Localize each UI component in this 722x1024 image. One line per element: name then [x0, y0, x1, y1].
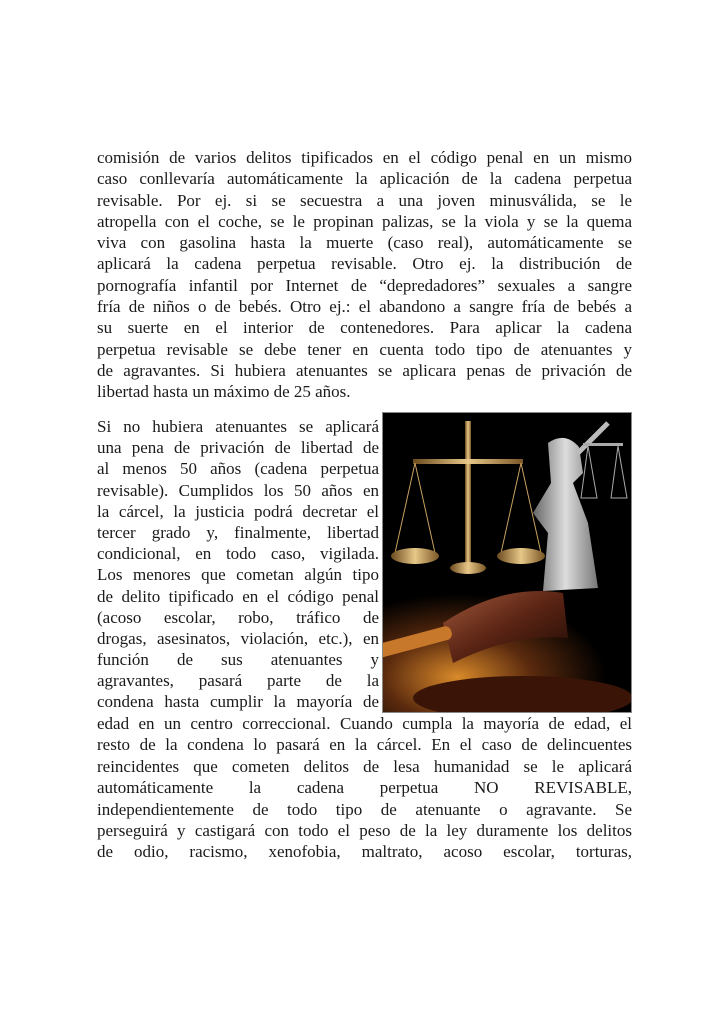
text-line: perseguirá y castigará con todo el peso de la ley duramente los delitos	[97, 820, 632, 840]
text-line: automáticamente la cadena perpetua NO REVISABLE,	[97, 778, 632, 798]
text-line: perpetua revisable se debe tener en cuenta todo tipo de atenuantes y	[97, 339, 632, 359]
paragraph-2-continued	[97, 713, 632, 863]
text-line: edad en un centro correccional. Cuando cumpla la mayoría de edad, el	[97, 714, 632, 733]
text-line: libertad hasta un máximo de 25 años.	[97, 382, 351, 402]
text-line: resto de la condena lo pasará en la cárcel. En el caso de delincuentes	[97, 735, 632, 755]
text-line: reincidentes que cometen delitos de lesa humanidad se le aplicará	[97, 756, 632, 776]
text-line: (acoso escolar, robo, tráfico de	[97, 607, 379, 627]
text-line: de odio, racismo, xenofobia, maltrato, acoso escolar, torturas,	[97, 842, 632, 862]
text-line: revisable. Por ej. si se secuestra a una joven minusválida, se le	[97, 190, 632, 210]
text-line: revisable). Cumplidos los 50 años en	[97, 480, 379, 500]
text-line: agravantes, pasará parte de la	[97, 671, 379, 691]
paragraph-1	[97, 147, 632, 403]
text-line: fría de niños o de bebés. Otro ej.: el abandono a sangre fría de bebés a	[97, 297, 632, 317]
paragraph-2-wrapped	[97, 416, 379, 713]
text-line: atropella con el coche, se le propinan palizas, se la viola y se la quema	[97, 211, 632, 231]
text-line: condena hasta cumplir la mayoría de	[97, 692, 379, 712]
text-line: aplicará la cadena perpetua revisable. Otro ej. la distribución de	[97, 254, 632, 274]
text-line: drogas, asesinatos, violación, etc.), en	[97, 628, 379, 648]
text-line: al menos 50 años (cadena perpetua	[97, 459, 379, 479]
justice-scales-gavel-image	[382, 412, 632, 713]
text-line: tercer grado y, finalmente, libertad	[97, 522, 379, 542]
text-line: independientemente de todo tipo de atenuante o agravante. Se	[97, 799, 632, 819]
text-line: su suerte en el interior de contenedores. Para aplicar la cadena	[97, 318, 632, 338]
text-line: una pena de privación de libertad de	[97, 438, 379, 458]
text-line: pornografía infantil por Internet de “depredadores” sexuales a sangre	[97, 275, 632, 295]
text-line: de agravantes. Si hubiera atenuantes se aplicara penas de privación de	[97, 360, 632, 380]
text-line: condicional, en todo caso, vigilada.	[97, 544, 379, 564]
text-line: de delito tipificado en el código penal	[97, 586, 379, 606]
text-line: caso conllevaría automáticamente la aplicación de la cadena perpetua	[97, 169, 632, 189]
text-line: Si no hubiera atenuantes se aplicará	[97, 417, 379, 436]
text-line: viva con gasolina hasta la muerte (caso real), automáticamente se	[97, 233, 632, 253]
text-line: comisión de varios delitos tipificados en el código penal en un mismo	[97, 148, 632, 167]
text-line: función de sus atenuantes y	[97, 650, 379, 670]
text-line: la cárcel, la justicia podrá decretar el	[97, 501, 379, 521]
text-line: Los menores que cometan algún tipo	[97, 565, 379, 585]
